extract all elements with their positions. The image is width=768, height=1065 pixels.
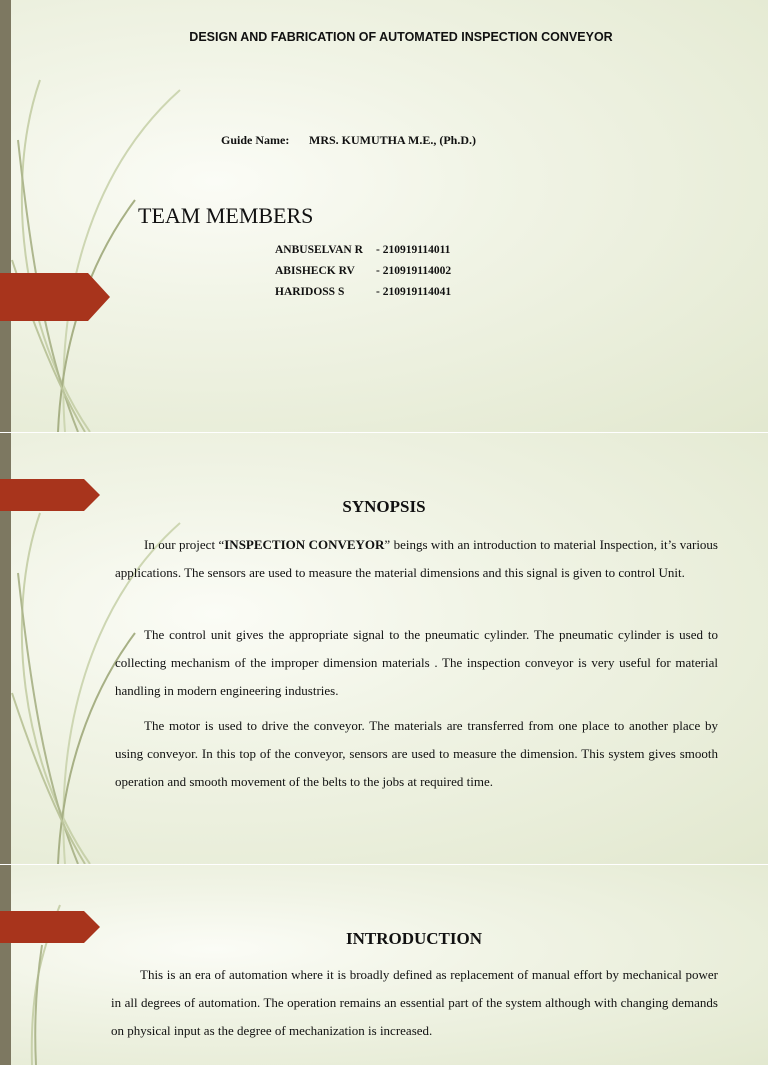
synopsis-paragraph-3: The motor is used to drive the conveyor. The materials are transferred from one place to another place by using conveyor. In this top of the conveyor, sensors are used to measure the dimension. This system gives smooth operation and smooth movement of the belts to the jobs at required time. (115, 718, 718, 789)
guide-name: MRS. KUMUTHA M.E., (Ph.D.) (309, 133, 476, 147)
guide-label: Guide Name: (221, 133, 290, 147)
slide-side-bar (0, 865, 11, 1065)
slide-3 (0, 865, 768, 1065)
team-members-heading: TEAM MEMBERS (138, 203, 314, 228)
introduction-paragraph: This is an era of automation where it is broadly defined as replacement of manual effort by mechanical power in all degrees of automation. The operation remains an essential part of the system although with changing demands on physical input as the degree of mechanization is increased. (111, 967, 718, 1038)
red-arrow-marker (0, 273, 110, 321)
member-id: - 210919114002 (376, 265, 452, 277)
slide-1 (0, 0, 768, 432)
slide-side-bar (0, 0, 11, 432)
member-name: HARIDOSS S (275, 286, 345, 298)
member-id: - 210919114041 (376, 286, 452, 298)
synopsis-paragraph-1: In our project “INSPECTION CONVEYOR” beings with an introduction to material Inspection, it’s various applications. The sensors are used to measure the material dimensions and this signal is given to control Unit. (115, 537, 718, 580)
introduction-heading: INTRODUCTION (345, 929, 483, 948)
document-title: DESIGN AND FABRICATION OF AUTOMATED INSPECTION CONVEYOR (189, 30, 613, 44)
team-member (275, 265, 451, 277)
synopsis-paragraph-2: The control unit gives the appropriate signal to the pneumatic cylinder. The pneumatic cylinder is used to collecting mechanism of the improper dimension materials . The inspection conveyor is very useful for material handling in modern engineering industries. (115, 627, 718, 698)
synopsis-heading: SYNOPSIS (342, 497, 426, 516)
team-member (275, 286, 451, 298)
member-name: ABISHECK RV (275, 265, 355, 277)
project-name: INSPECTION CONVEYOR (224, 537, 385, 552)
slide-2 (0, 433, 768, 864)
team-member (275, 244, 450, 256)
member-id: - 210919114011 (376, 244, 451, 256)
member-name: ANBUSELVAN R (275, 244, 363, 256)
decorative-curves (0, 0, 768, 432)
guide-name-line (221, 133, 476, 148)
